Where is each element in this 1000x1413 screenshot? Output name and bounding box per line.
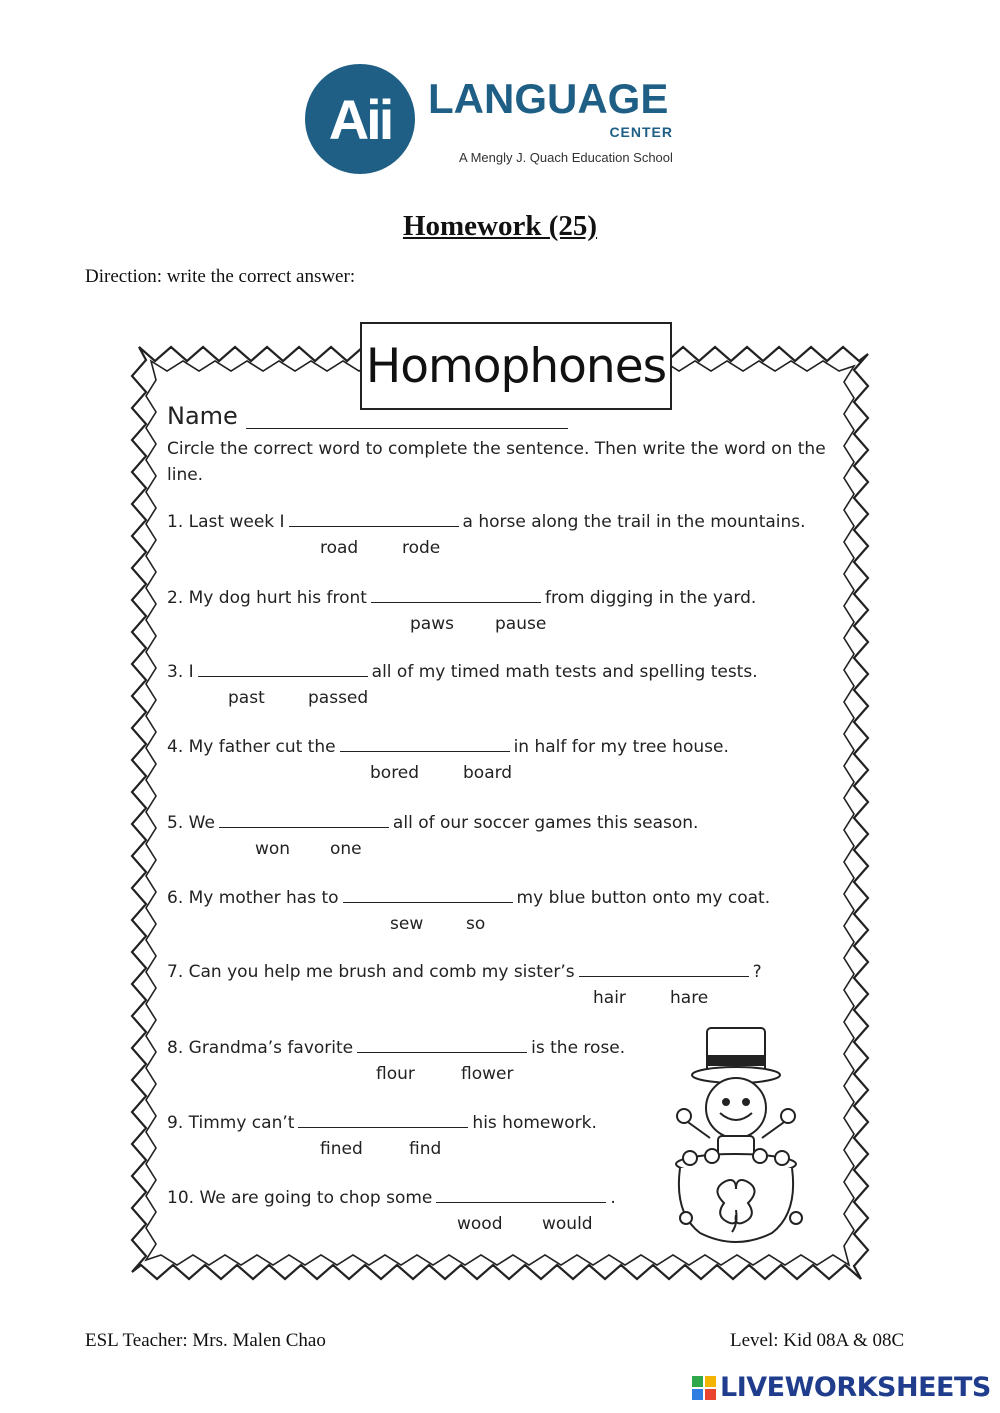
word-option[interactable]: find — [409, 1139, 442, 1159]
word-option[interactable]: one — [330, 839, 362, 859]
question-row — [167, 1188, 616, 1208]
word-option[interactable]: bored — [370, 763, 420, 783]
word-option[interactable]: flour — [376, 1064, 415, 1084]
word-option[interactable]: sew — [390, 914, 424, 934]
word-option[interactable]: wood — [457, 1214, 503, 1234]
question-number: 9. — [167, 1113, 184, 1133]
answer-blank[interactable] — [343, 888, 513, 903]
brand-square — [692, 1389, 703, 1400]
answer-blank[interactable] — [371, 588, 541, 603]
question-text-before: I — [188, 662, 194, 682]
word-option[interactable]: board — [463, 763, 513, 783]
class-level: Level: Kid 08A & 08C — [730, 1330, 905, 1351]
question-row — [167, 662, 758, 682]
brand-square — [705, 1376, 716, 1387]
answer-blank[interactable] — [198, 662, 368, 677]
question-text-after: a horse along the trail in the mountains. — [462, 512, 806, 532]
word-option[interactable]: pause — [495, 614, 547, 634]
question-number: 10. — [167, 1188, 195, 1208]
question-row — [167, 588, 756, 608]
question-text-after: all of our soccer games this season. — [392, 813, 699, 833]
word-option[interactable]: flower — [461, 1064, 514, 1084]
question-text-after: is the rose. — [531, 1038, 626, 1058]
worksheet-title: Homophones — [360, 322, 672, 410]
name-line[interactable] — [246, 428, 568, 429]
question-text-before: We are going to chop some — [199, 1188, 433, 1208]
leprechaun-illustration — [660, 1018, 825, 1250]
word-option[interactable]: hare — [670, 988, 709, 1008]
direction-text: Direction: write the correct answer: — [85, 266, 356, 287]
answer-blank[interactable] — [289, 512, 459, 527]
word-option[interactable]: would — [542, 1214, 593, 1234]
question-number: 3. — [167, 662, 184, 682]
question-text-before: My dog hurt his front — [188, 588, 367, 608]
question-text-after: ? — [752, 962, 762, 982]
answer-blank[interactable] — [219, 813, 389, 828]
answer-blank[interactable] — [436, 1188, 606, 1203]
question-text-after: all of my timed math tests and spelling tests. — [371, 662, 758, 682]
brand-square — [705, 1389, 716, 1400]
question-text-before: Timmy can’t — [188, 1113, 295, 1133]
teacher-name: ESL Teacher: Mrs. Malen Chao — [85, 1330, 326, 1351]
instruction-text: Circle the correct word to complete the sentence. Then write the word on the line. — [167, 439, 826, 485]
question-text-before: We — [188, 813, 215, 833]
answer-blank[interactable] — [340, 737, 510, 752]
question-row — [167, 737, 729, 757]
question-text-after: . — [610, 1188, 616, 1208]
question-number: 6. — [167, 888, 184, 908]
word-option[interactable]: passed — [308, 688, 369, 708]
name-label: Name — [167, 402, 238, 430]
question-text-before: Grandma’s favorite — [188, 1038, 354, 1058]
question-row — [167, 1038, 625, 1058]
question-number: 5. — [167, 813, 184, 833]
logo-wordmark: LANGUAGE — [428, 75, 669, 122]
question-text-after: from digging in the yard. — [544, 588, 757, 608]
question-row — [167, 813, 698, 833]
question-text-before: Last week I — [188, 512, 285, 532]
liveworksheets-brand — [692, 1372, 991, 1403]
question-number: 8. — [167, 1038, 184, 1058]
logo-tagline: A Mengly J. Quach Education School — [459, 150, 673, 165]
question-text-before: My father cut the — [188, 737, 336, 757]
brand-name: LIVEWORKSHEETS — [720, 1372, 991, 1403]
question-number: 1. — [167, 512, 184, 532]
answer-blank[interactable] — [579, 962, 749, 977]
word-option[interactable]: fined — [320, 1139, 363, 1159]
word-option[interactable]: won — [255, 839, 291, 859]
question-text-after: my blue button onto my coat. — [516, 888, 771, 908]
question-number: 2. — [167, 588, 184, 608]
logo-center-text: CENTER — [609, 124, 673, 140]
word-option[interactable]: past — [228, 688, 265, 708]
logo-mark: Aii — [305, 64, 415, 174]
question-row — [167, 888, 770, 908]
answer-blank[interactable] — [298, 1113, 468, 1128]
question-number: 4. — [167, 737, 184, 757]
question-row — [167, 1113, 597, 1133]
question-text-before: My mother has to — [188, 888, 339, 908]
word-option[interactable]: so — [466, 914, 486, 934]
question-row — [167, 512, 806, 532]
question-row — [167, 962, 762, 982]
question-text-after: his homework. — [472, 1113, 597, 1133]
word-option[interactable]: paws — [410, 614, 454, 634]
answer-blank[interactable] — [357, 1038, 527, 1053]
question-text-after: in half for my tree house. — [513, 737, 729, 757]
question-number: 7. — [167, 962, 184, 982]
word-option[interactable]: hair — [593, 988, 626, 1008]
question-text-before: Can you help me brush and comb my sister’s — [188, 962, 575, 982]
homework-title: Homework (25) — [402, 210, 598, 242]
school-logo — [305, 62, 685, 177]
brand-square — [692, 1376, 703, 1387]
word-option[interactable]: rode — [402, 538, 441, 558]
word-option[interactable]: road — [320, 538, 359, 558]
liveworksheets-icon — [692, 1376, 716, 1400]
